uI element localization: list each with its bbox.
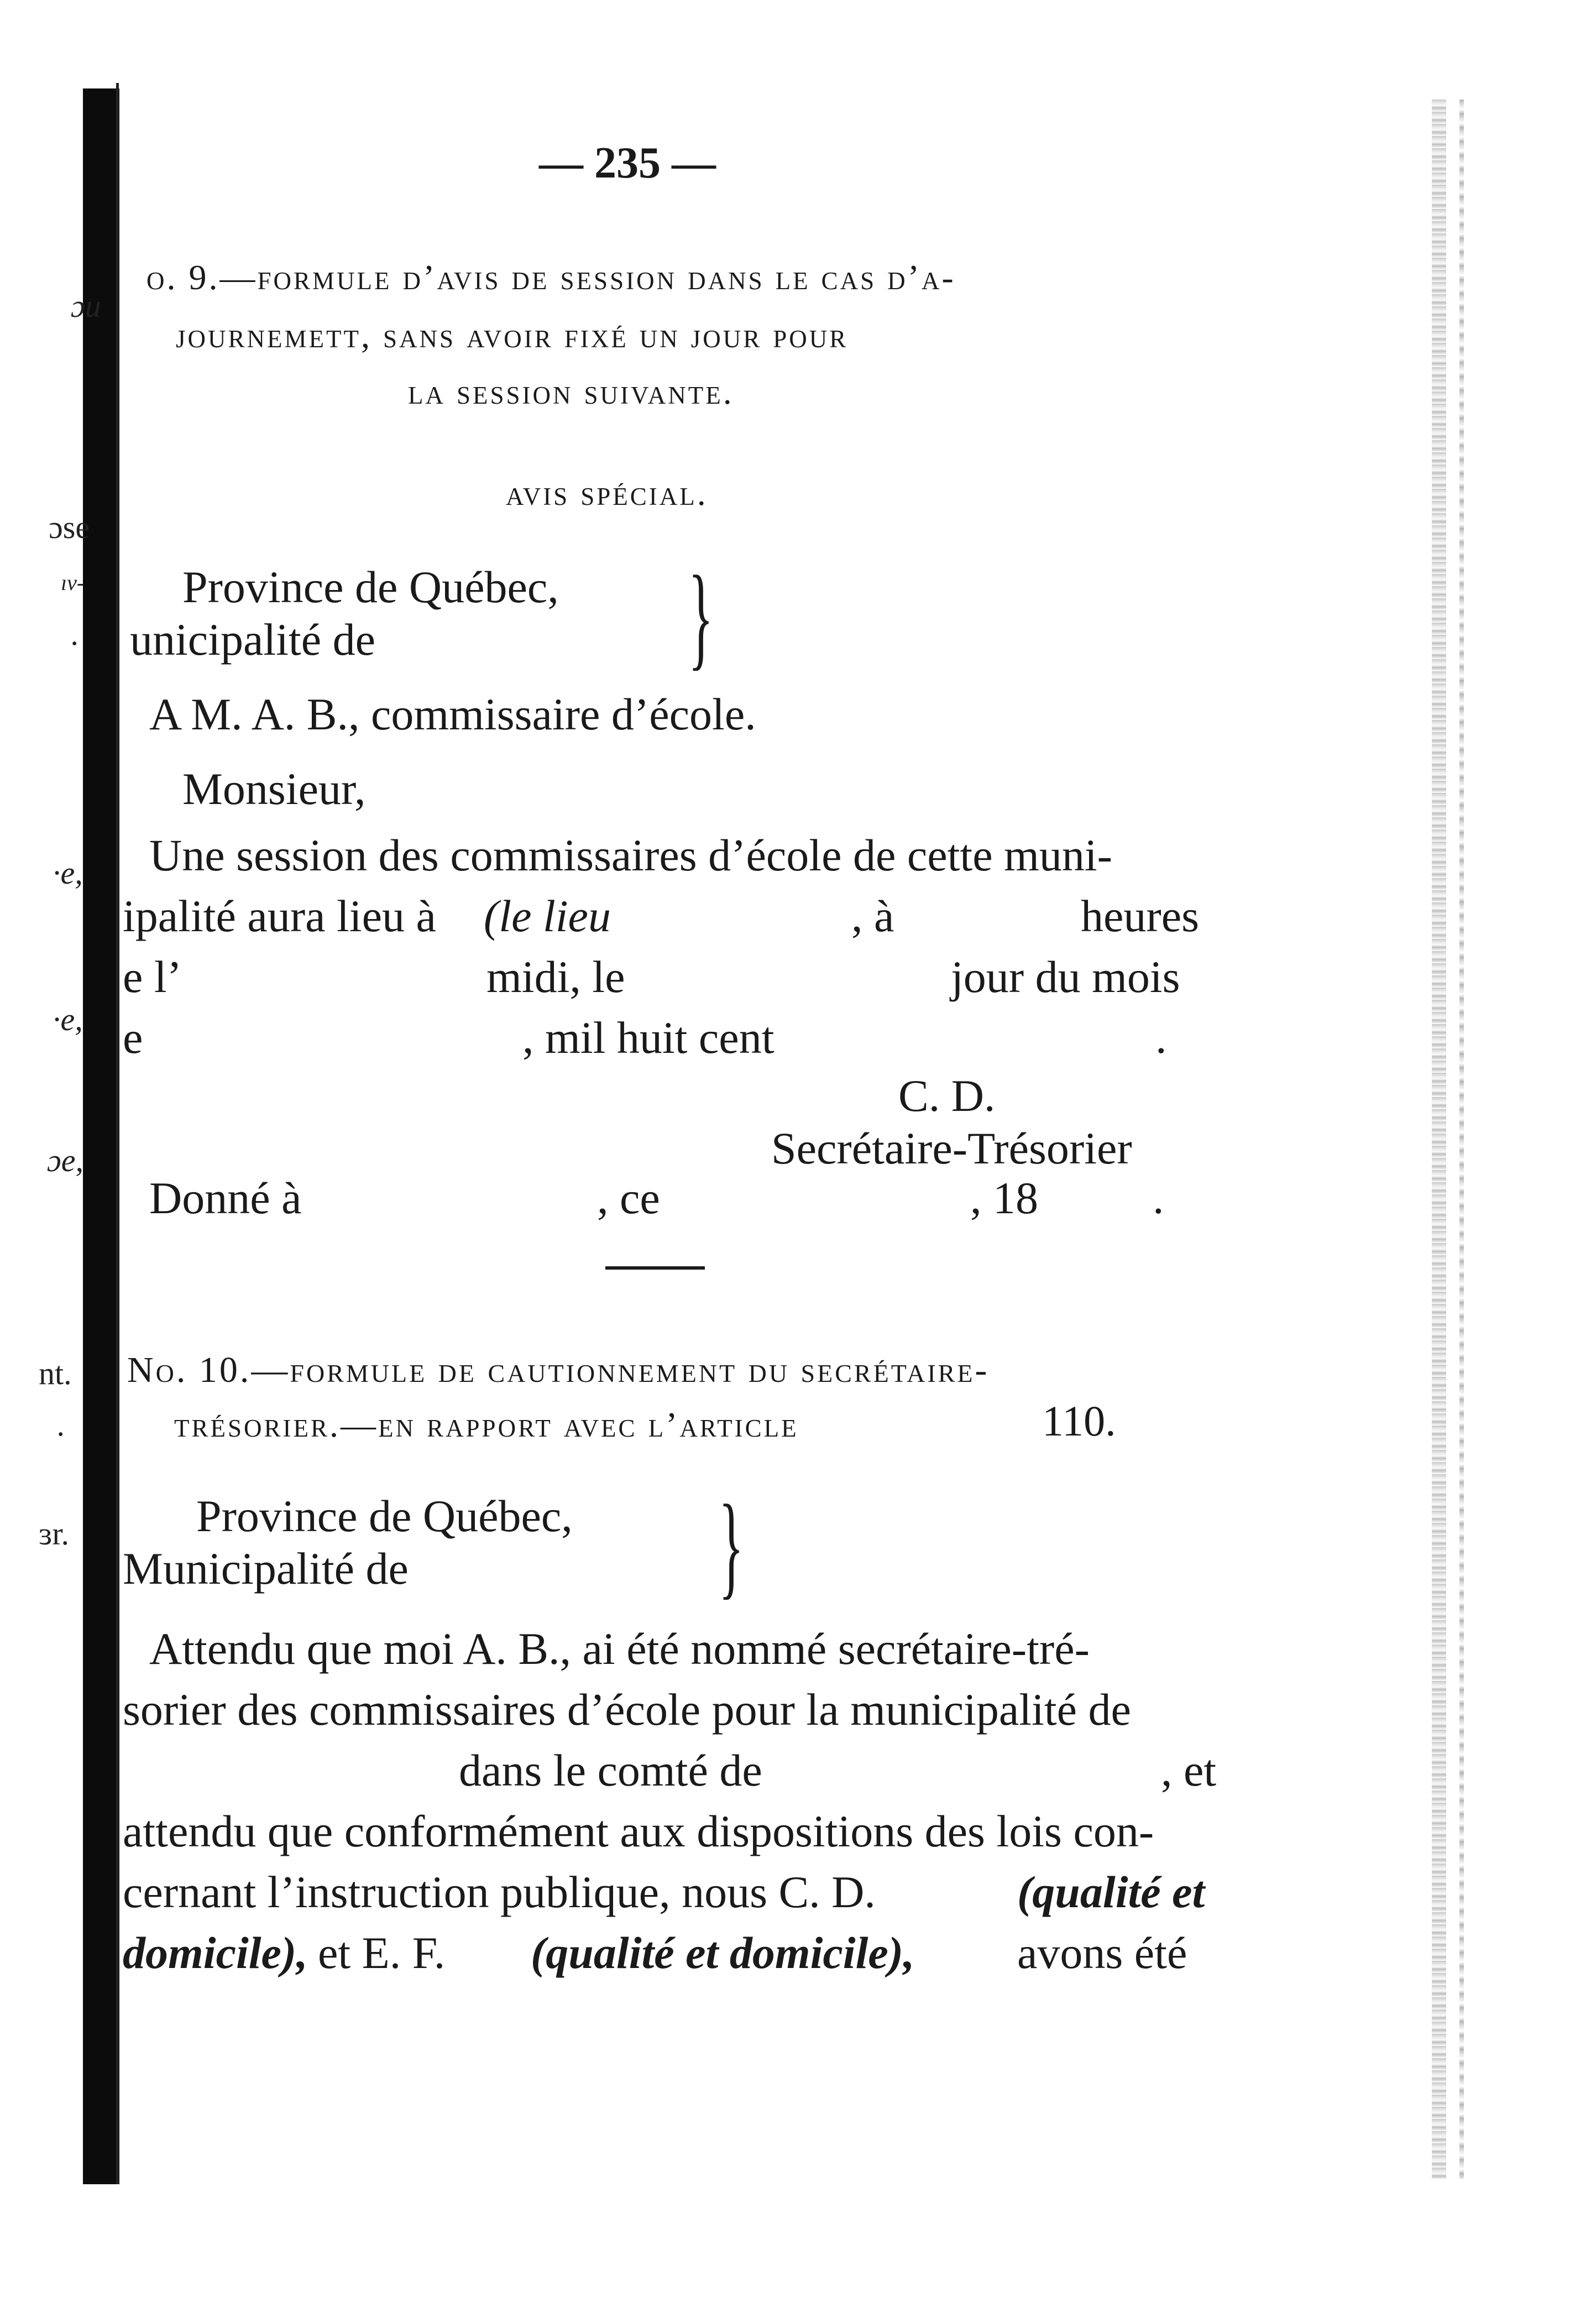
page-number: — 235 — [539,139,716,187]
section9-given-a: Donné à [149,1173,302,1223]
section9-brace: } [688,552,714,681]
section9-signer: C. D. [898,1071,996,1121]
margin-fragment: ɔu [71,288,101,324]
section10-line5b: (qualité et [1017,1867,1205,1917]
section9-body-line4c: . [1155,1012,1167,1063]
section9-subheading: avis spécial. [506,473,708,513]
margin-fragment: · [69,625,80,661]
section9-heading-line2: journemett, sans avoir fixé un jour pour [176,316,849,355]
section9-body-line1: Une session des commissaires d’école de cette muni- [149,830,1112,880]
margin-fragment: ıv- [61,570,85,595]
section9-body-line2a: ipalité aura lieu à [123,891,436,941]
section10-line6c: (qualité et domicile), [531,1928,915,1978]
section10-line1: Attendu que moi A. B., ai été nommé secrétaire-tré- [149,1624,1090,1674]
margin-fragment: ·e, [53,855,83,891]
section-divider [605,1266,705,1270]
section9-body-line2-place: (le lieu [484,891,611,941]
section10-line3b: , et [1161,1745,1217,1795]
binding-shadow [83,88,119,2184]
section9-given-d: . [1153,1173,1164,1223]
section10-line5a: cernant l’instruction publique, nous C. D. [123,1867,876,1917]
section9-heading-line1: o. 9.—formule d’avis de session dans le cas d’a- [146,258,956,297]
section9-province: Province de Québec, [182,562,559,612]
section9-given-c: , 18 [970,1173,1038,1223]
section9-salutation: Monsieur, [182,764,366,814]
section9-municipality: unicipalité de [130,614,375,665]
section10-heading-line1: No. 10.—formule de cautionnement du secrétaire- [127,1350,990,1390]
section9-signer-title: Secrétaire-Trésorier [771,1123,1132,1173]
margin-fragment: · [55,1416,66,1452]
margin-fragment: ɔse [49,509,90,545]
binding-edge [116,83,119,2184]
section9-addressee: A M. A. B., commissaire d’école. [149,689,756,739]
margin-fragment: nt. [39,1355,72,1391]
section10-line3a: dans le comté de [459,1745,762,1795]
section10-line6b: et E. F. [318,1928,446,1978]
section10-line4: attendu que conformément aux dispositions des lois con- [123,1806,1154,1856]
section9-body-line4a: e [123,1012,143,1063]
section10-line6d: avons été [1017,1928,1187,1978]
margin-fragment: ɜr. [39,1516,69,1552]
section9-body-line4b: , mil huit cent [522,1012,775,1063]
section10-heading-line2a: trésorier.—en rapport avec l’article [174,1405,799,1444]
section9-body-line3c: jour du mois [951,952,1180,1002]
section9-body-line2d: heures [1081,891,1200,941]
margin-fragment: ·e, [53,1001,83,1037]
section10-line2: sorier des commissaires d’école pour la municipalité de [123,1684,1131,1735]
section9-heading-line3: la session suivante. [408,372,734,411]
section10-heading-article: 110. [1042,1397,1116,1445]
section10-province: Province de Québec, [196,1491,573,1541]
page-edge-texture [1432,100,1446,2179]
section10-line6a: domicile), [123,1928,308,1978]
section10-municipality: Municipalité de [123,1543,409,1594]
section10-brace: } [719,1481,744,1610]
section9-body-line3b: midi, le [486,952,625,1002]
margin-fragment: ɔe, [47,1142,83,1178]
section9-body-line3a: e l’ [123,952,182,1002]
page-edge-texture-inner [1459,100,1464,2179]
section9-given-b: , ce [597,1173,660,1223]
section9-body-line2c: , à [851,891,894,941]
